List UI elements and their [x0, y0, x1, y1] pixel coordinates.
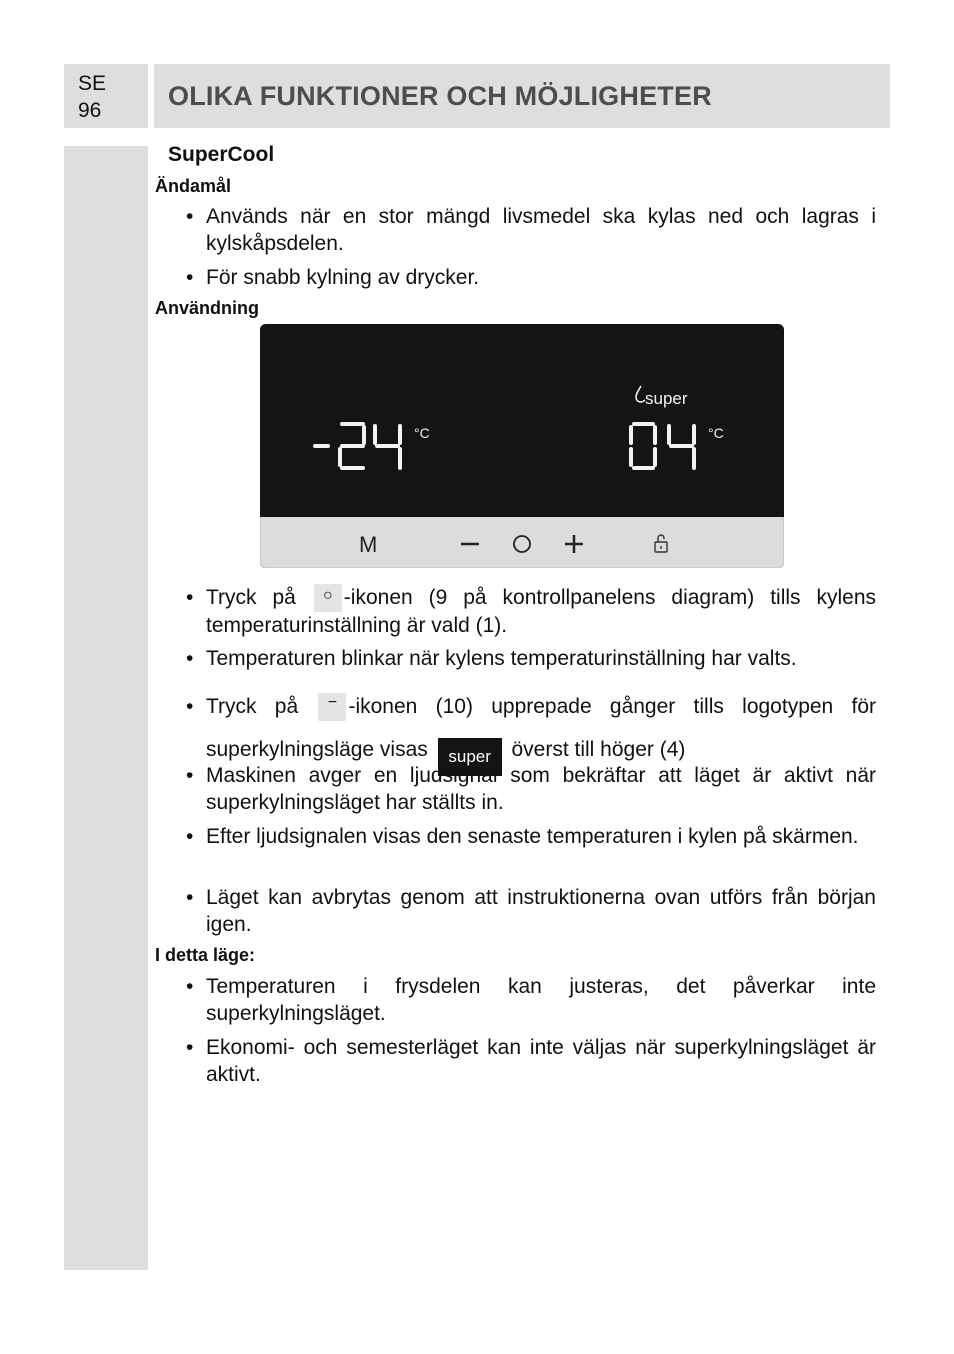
list-item: • Används när en stor mängd livsmedel ska kylas ned och lagras i kylskåpsdelen. [186, 205, 876, 255]
list-item: • Temperaturen i frysdelen kan justeras, det påverkar inte superkylningsläget. [186, 975, 876, 1025]
mode-heading: I detta läge: [155, 945, 256, 965]
list-item: • Tryck på − -ikonen (10) upprepade gånger tills logotypen för superkylningsläge visas super överst till höger (4) [186, 685, 876, 776]
control-panel-illustration [260, 324, 784, 568]
list-item: • För snabb kylning av drycker. [186, 266, 480, 289]
list-item: • Temperaturen blinkar när kylens temperaturinställning har valts. [186, 647, 797, 670]
super-indicator: super [645, 389, 688, 408]
list-item: • Tryck på ○ -ikonen (9 på kontrollpanelens diagram) tills kylens temperaturinställning är vald (1). [186, 586, 876, 637]
list-item: • Ekonomi- och semesterläget kan inte väljas när superkylningsläget är aktivt. [186, 1036, 876, 1086]
set-circle-icon: ○ [314, 584, 342, 612]
svg-text:°C: °C [708, 425, 724, 441]
minus-icon: − [318, 693, 346, 721]
super-logo-icon: super [438, 738, 502, 776]
svg-text:°C: °C [414, 425, 430, 441]
language-code: SE [78, 72, 107, 95]
page-number: 96 [78, 99, 102, 122]
section-title: SuperCool [168, 143, 275, 166]
list-item: • Maskinen avger en ljudsignal som bekräftar att läget är aktivt när superkylningsläget har ställts in. [186, 764, 876, 814]
purpose-heading: Ändamål [155, 176, 232, 196]
list-item: • Läget kan avbrytas genom att instruktionerna ovan utförs från början igen. [186, 886, 876, 936]
usage-heading: Användning [155, 298, 259, 318]
side-margin-bar [64, 146, 148, 1270]
page-marker [64, 64, 148, 128]
chapter-header [154, 64, 890, 128]
list-item: • Efter ljudsignalen visas den senaste temperaturen i kylen på skärmen. [186, 825, 859, 848]
chapter-title: OLIKA FUNKTIONER OCH MÖJLIGHETER [168, 81, 712, 111]
mode-button: M [359, 532, 378, 557]
